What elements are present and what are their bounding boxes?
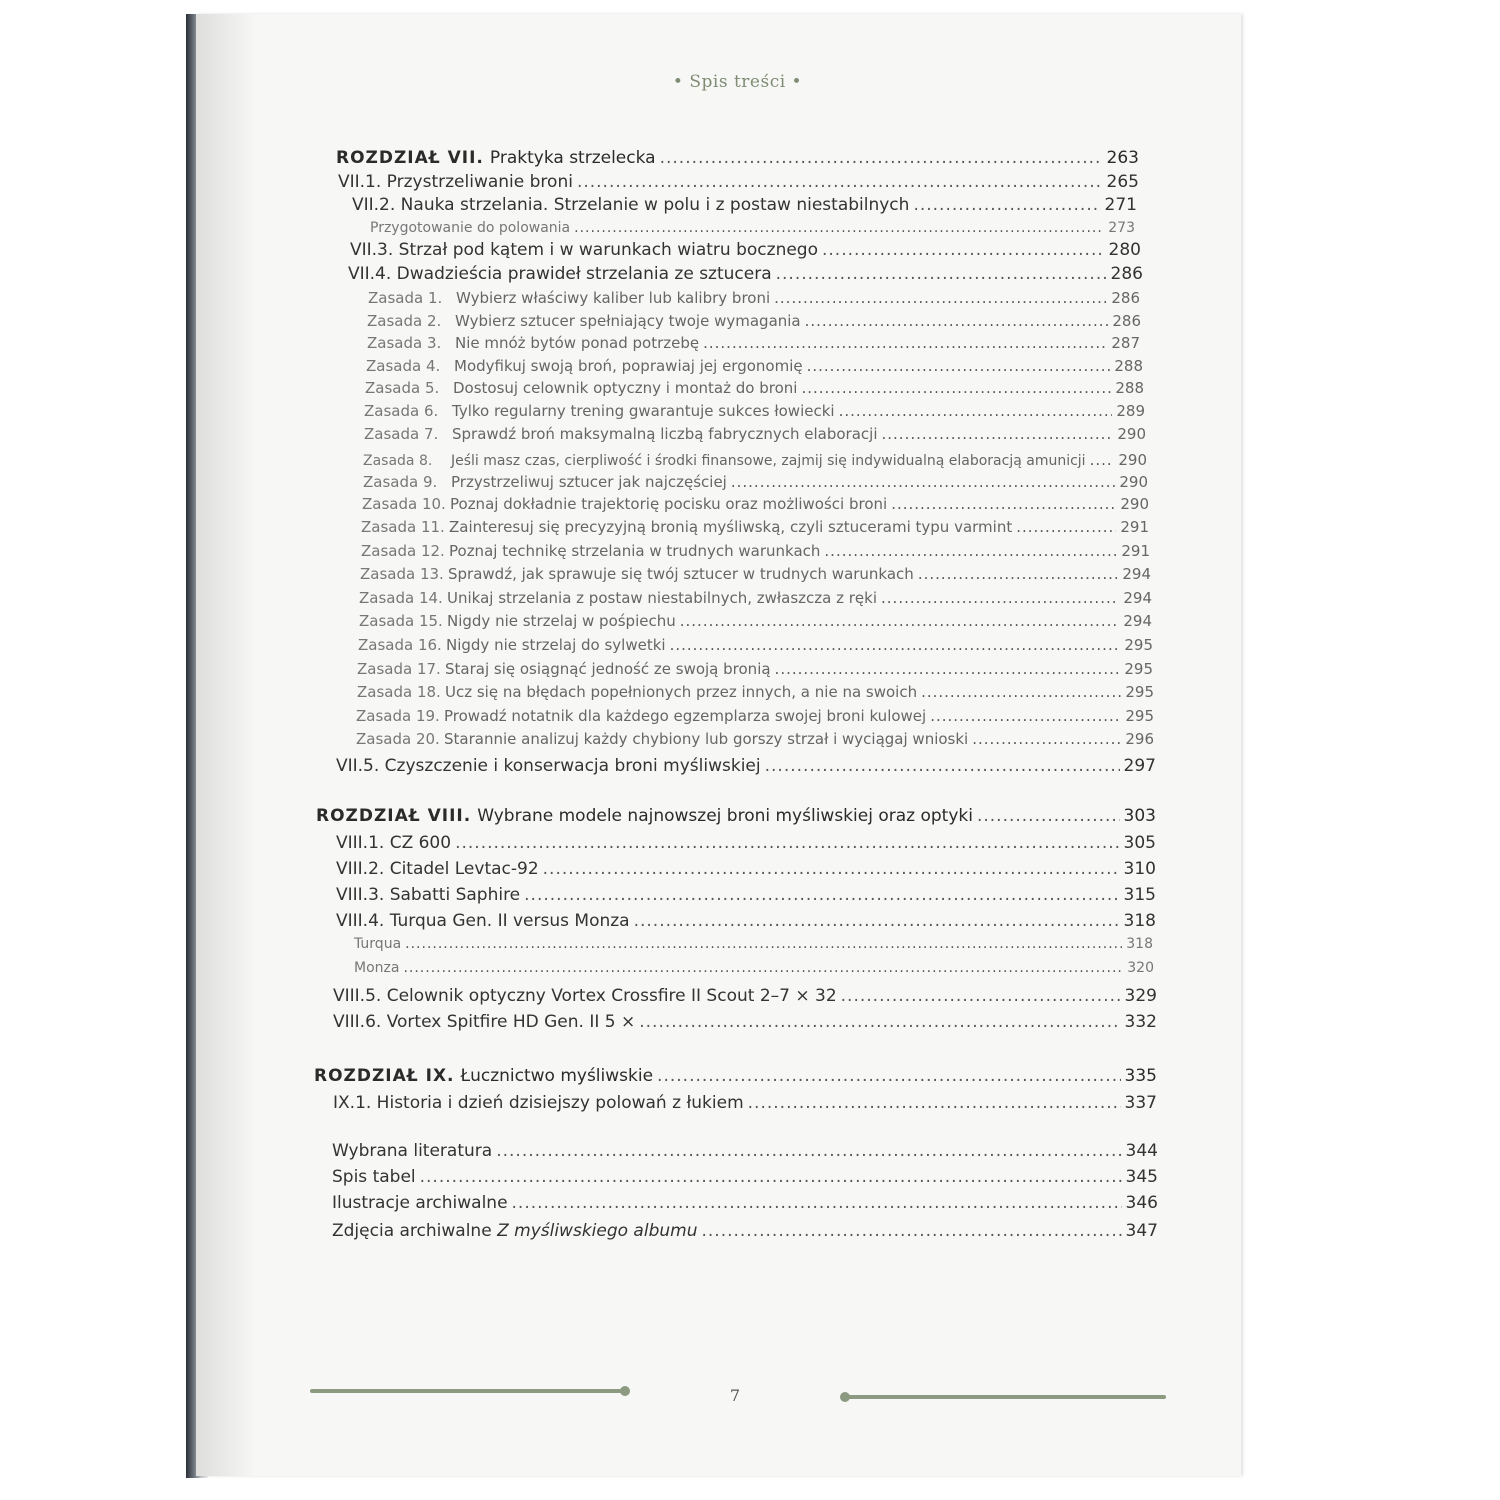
leader-dots xyxy=(774,289,1107,307)
leader-dots xyxy=(801,379,1111,397)
page-ref: 295 xyxy=(1124,636,1153,654)
leader-dots xyxy=(403,960,1123,976)
leader-dots xyxy=(841,986,1121,1006)
page-ref: 265 xyxy=(1106,172,1139,192)
rule-title: Sprawdź, jak sprawuje się twój sztucer w trudnych warunkach xyxy=(448,565,914,583)
page-ref: 288 xyxy=(1114,357,1143,375)
subsection-title: Turqua xyxy=(354,936,402,952)
toc-subsection xyxy=(354,960,1154,976)
page-ref: 332 xyxy=(1124,1012,1157,1032)
page-ref: 294 xyxy=(1123,589,1152,607)
rule-title: Prowadź notatnik dla każdego egzemplarza swojej broni kulowej xyxy=(444,707,927,725)
section-title: VII.3. Strzał pod kątem i w warunkach wiatru bocznego xyxy=(350,240,818,260)
toc-rule-11 xyxy=(361,518,1149,536)
leader-dots xyxy=(972,730,1121,748)
page-ref: 320 xyxy=(1127,960,1154,976)
toc-section xyxy=(336,756,1156,776)
page-ref: 263 xyxy=(1106,148,1139,168)
rule-title: Staraj się osiągnąć jedność ze swoją bronią xyxy=(445,660,771,678)
rule-title: Starannie analizuj każdy chybiony lub gorszy strzał i wyciągaj wnioski xyxy=(444,730,969,748)
rule-title: Wybierz właściwy kaliber lub kalibry broni xyxy=(456,289,771,307)
leader-dots xyxy=(639,1012,1120,1032)
leader-dots xyxy=(680,612,1120,630)
page-ref: 295 xyxy=(1125,683,1154,701)
rule-title: Zainteresuj się precyzyjną bronią myśliwską, czyli sztucerami typu varmint xyxy=(449,518,1013,536)
leader-dots xyxy=(543,859,1120,879)
leader-dots xyxy=(839,402,1113,420)
page-ref: 294 xyxy=(1123,612,1152,630)
page-ref: 290 xyxy=(1117,425,1146,443)
leader-dots xyxy=(496,1141,1121,1161)
rule-number: Zasada 20. xyxy=(356,730,440,748)
toc-section xyxy=(336,911,1156,931)
rule-number: Zasada 19. xyxy=(356,707,440,725)
leader-dots xyxy=(918,565,1119,583)
page-ref: 329 xyxy=(1124,986,1157,1006)
section-title: VII.1. Przystrzeliwanie broni xyxy=(338,172,573,192)
rule-number: Zasada 2. xyxy=(367,312,442,330)
backmatter-title: Spis tabel xyxy=(332,1167,416,1187)
page-ref: 273 xyxy=(1108,220,1135,236)
backmatter-title: Zdjęcia archiwalne xyxy=(332,1221,492,1241)
rule-number: Zasada 3. xyxy=(367,334,442,352)
page-fold-shadow xyxy=(196,14,256,1476)
toc-subsection xyxy=(354,936,1153,952)
toc-chapter-8 xyxy=(316,806,1156,826)
page-ref: 290 xyxy=(1118,451,1147,469)
page-ref: 335 xyxy=(1124,1066,1157,1086)
section-title: VIII.3. Sabatti Saphire xyxy=(336,885,521,905)
leader-dots xyxy=(824,542,1117,560)
section-title: IX.1. Historia i dzień dzisiejszy polowań z łukiem xyxy=(333,1093,744,1113)
page-ref: 286 xyxy=(1111,289,1140,307)
page-number: 7 xyxy=(729,1386,741,1405)
leader-dots xyxy=(405,936,1122,952)
leader-dots xyxy=(891,495,1116,513)
subsection-title: Monza xyxy=(354,960,400,976)
leader-dots xyxy=(731,473,1116,491)
rule-number: Zasada 5. xyxy=(365,379,440,397)
section-title: VII.4. Dwadzieścia prawideł strzelania ze sztucera xyxy=(348,264,772,284)
page-ref: 318 xyxy=(1126,936,1153,952)
leader-dots xyxy=(701,1221,1121,1241)
backmatter-title: Wybrana literatura xyxy=(332,1141,493,1161)
rule-number: Zasada 10. xyxy=(362,495,446,513)
toc-section xyxy=(348,264,1143,284)
page-ref: 286 xyxy=(1112,312,1141,330)
rule-title: Nigdy nie strzelaj do sylwetki xyxy=(446,636,666,654)
leader-dots xyxy=(921,683,1121,701)
toc-rule-15 xyxy=(359,612,1152,630)
toc-backmatter xyxy=(332,1167,1158,1187)
rule-number: Zasada 11. xyxy=(361,518,445,536)
toc-backmatter xyxy=(332,1221,1158,1241)
toc-rule-2 xyxy=(367,312,1141,330)
toc-rule-14 xyxy=(359,589,1152,607)
rule-title: Poznaj dokładnie trajektorię pocisku oraz możliwości broni xyxy=(450,495,888,513)
toc-rule-12 xyxy=(361,542,1150,560)
leader-dots xyxy=(455,833,1119,853)
toc-rule-7 xyxy=(364,425,1146,443)
leader-dots xyxy=(1016,518,1116,536)
toc-rule-4 xyxy=(366,357,1143,375)
leader-dots xyxy=(634,911,1120,931)
rule-title: Sprawdź broń maksymalną liczbą fabrycznych elaboracji xyxy=(452,425,878,443)
toc-rule-6 xyxy=(364,402,1145,420)
page-ref: 286 xyxy=(1110,264,1143,284)
section-title: VII.5. Czyszczenie i konserwacja broni myśliwskiej xyxy=(336,756,761,776)
leader-dots xyxy=(881,589,1119,607)
rule-number: Zasada 12. xyxy=(361,542,445,560)
rule-title: Dostosuj celownik optyczny i montaż do broni xyxy=(453,379,798,397)
footer-rule-right xyxy=(846,1395,1166,1399)
section-title: VIII.1. CZ 600 xyxy=(336,833,452,853)
toc-rule-5 xyxy=(365,379,1144,397)
leader-dots xyxy=(512,1193,1122,1213)
toc-rule-9 xyxy=(363,473,1148,491)
running-header: • Spis treści • xyxy=(672,72,803,92)
chapter-label: ROZDZIAŁ VII. xyxy=(336,148,484,168)
leader-dots xyxy=(657,1066,1121,1086)
rule-number: Zasada 8. xyxy=(363,453,433,469)
toc-section xyxy=(336,833,1156,853)
chapter-title: Wybrane modele najnowszej broni myśliwskiej oraz optyki xyxy=(477,806,973,826)
rule-title: Modyfikuj swoją broń, poprawiaj jej ergonomię xyxy=(454,357,803,375)
rule-number: Zasada 4. xyxy=(366,357,441,375)
chapter-title: Praktyka strzelecka xyxy=(489,148,656,168)
page-ref: 295 xyxy=(1125,707,1154,725)
page-ref: 297 xyxy=(1123,756,1156,776)
toc-rule-20 xyxy=(356,730,1154,748)
page-ref: 310 xyxy=(1123,859,1156,879)
leader-dots xyxy=(913,195,1100,215)
toc-section xyxy=(333,1012,1157,1032)
page-ref: 291 xyxy=(1121,542,1150,560)
rule-title: Wybierz sztucer spełniający twoje wymagania xyxy=(455,312,801,330)
footer-dot-left xyxy=(620,1386,630,1396)
toc-rule-18 xyxy=(357,683,1154,701)
page-ref: 291 xyxy=(1120,518,1149,536)
page-ref: 345 xyxy=(1125,1167,1158,1187)
page-ref: 288 xyxy=(1115,379,1144,397)
rule-title: Unikaj strzelania z postaw niestabilnych, zwłaszcza z ręki xyxy=(447,589,878,607)
toc-section xyxy=(333,986,1157,1006)
toc-backmatter xyxy=(332,1141,1158,1161)
chapter-title: Łucznictwo myśliwskie xyxy=(460,1066,654,1086)
rule-number: Zasada 7. xyxy=(364,425,439,443)
toc-rule-1 xyxy=(368,289,1140,307)
section-title: VII.2. Nauka strzelania. Strzelanie w polu i z postaw niestabilnych xyxy=(352,195,910,215)
leader-dots xyxy=(748,1093,1121,1113)
leader-dots xyxy=(577,172,1103,192)
leader-dots xyxy=(977,806,1120,826)
rule-number: Zasada 15. xyxy=(359,612,443,630)
section-title: VIII.4. Turqua Gen. II versus Monza xyxy=(336,911,630,931)
toc-backmatter xyxy=(332,1193,1158,1213)
rule-number: Zasada 18. xyxy=(357,683,441,701)
page-ref: 280 xyxy=(1108,240,1141,260)
toc-section xyxy=(350,240,1141,260)
page-ref: 289 xyxy=(1116,402,1145,420)
toc-section xyxy=(336,885,1156,905)
toc-chapter-9 xyxy=(314,1066,1157,1086)
page-ref: 290 xyxy=(1119,473,1148,491)
rule-number: Zasada 9. xyxy=(363,473,438,491)
page-ref: 296 xyxy=(1125,730,1154,748)
page-ref: 344 xyxy=(1125,1141,1158,1161)
rule-number: Zasada 6. xyxy=(364,402,439,420)
page-ref: 294 xyxy=(1122,565,1151,583)
leader-dots xyxy=(822,240,1105,260)
leader-dots xyxy=(574,220,1104,236)
page-ref: 290 xyxy=(1120,495,1149,513)
toc-rule-17 xyxy=(357,660,1153,678)
leader-dots xyxy=(1090,451,1115,469)
toc-section xyxy=(333,1093,1157,1113)
rule-title: Jeśli masz czas, cierpliwość i środki finansowe, zajmij się indywidualną elaboracją amunicji xyxy=(451,453,1086,469)
leader-dots xyxy=(660,148,1103,168)
rule-title: Poznaj technikę strzelania w trudnych warunkach xyxy=(449,542,821,560)
toc-rule-3 xyxy=(367,334,1140,352)
backmatter-italic-title: Z myśliwskiego albumu xyxy=(497,1221,698,1241)
toc-chapter-7 xyxy=(336,148,1139,168)
page-ref: 287 xyxy=(1111,334,1140,352)
toc-rule-8 xyxy=(363,451,1147,469)
page-ref: 271 xyxy=(1104,195,1137,215)
rule-number: Zasada 14. xyxy=(359,589,443,607)
chapter-label: ROZDZIAŁ IX. xyxy=(314,1066,455,1086)
toc-rule-16 xyxy=(358,636,1153,654)
rule-title: Nigdy nie strzelaj w pośpiechu xyxy=(447,612,676,630)
leader-dots xyxy=(765,756,1120,776)
subsection-title: Przygotowanie do polowania xyxy=(370,220,571,236)
leader-dots xyxy=(703,334,1107,352)
page-ref: 295 xyxy=(1124,660,1153,678)
toc-rule-10 xyxy=(362,495,1149,513)
page-ref: 346 xyxy=(1125,1193,1158,1213)
toc-section xyxy=(338,172,1139,192)
section-title: VIII.5. Celownik optyczny Vortex Crossfire II Scout 2–7 × 32 xyxy=(333,986,837,1006)
section-title: VIII.6. Vortex Spitfire HD Gen. II 5 × xyxy=(333,1012,636,1032)
page-ref: 303 xyxy=(1123,806,1156,826)
page-ref: 337 xyxy=(1124,1093,1157,1113)
toc-rule-19 xyxy=(356,707,1154,725)
rule-title: Ucz się na błędach popełnionych przez innych, a nie na swoich xyxy=(445,683,918,701)
leader-dots xyxy=(524,885,1119,905)
leader-dots xyxy=(420,1167,1122,1187)
page-ref: 305 xyxy=(1123,833,1156,853)
leader-dots xyxy=(805,312,1109,330)
rule-title: Nie mnóż bytów ponad potrzebę xyxy=(455,334,700,352)
backmatter-title: Ilustracje archiwalne xyxy=(332,1193,508,1213)
page-ref: 347 xyxy=(1125,1221,1158,1241)
rule-number: Zasada 1. xyxy=(368,289,443,307)
rule-title: Tylko regularny trening gwarantuje sukces łowiecki xyxy=(452,402,835,420)
leader-dots xyxy=(930,707,1121,725)
rule-number: Zasada 17. xyxy=(357,660,441,678)
leader-dots xyxy=(807,357,1111,375)
rule-number: Zasada 13. xyxy=(360,565,444,583)
chapter-label: ROZDZIAŁ VIII. xyxy=(316,806,472,826)
section-title: VIII.2. Citadel Levtac-92 xyxy=(336,859,539,879)
toc-subsection xyxy=(370,220,1135,236)
rule-title: Przystrzeliwuj sztucer jak najczęściej xyxy=(451,473,727,491)
rule-number: Zasada 16. xyxy=(358,636,442,654)
toc-rule-13 xyxy=(360,565,1151,583)
leader-dots xyxy=(670,636,1121,654)
page-ref: 315 xyxy=(1123,885,1156,905)
leader-dots xyxy=(882,425,1114,443)
page-ref: 318 xyxy=(1123,911,1156,931)
toc-section xyxy=(336,859,1156,879)
footer-rule-left xyxy=(310,1389,626,1393)
leader-dots xyxy=(775,660,1121,678)
leader-dots xyxy=(776,264,1107,284)
toc-section xyxy=(352,195,1137,215)
